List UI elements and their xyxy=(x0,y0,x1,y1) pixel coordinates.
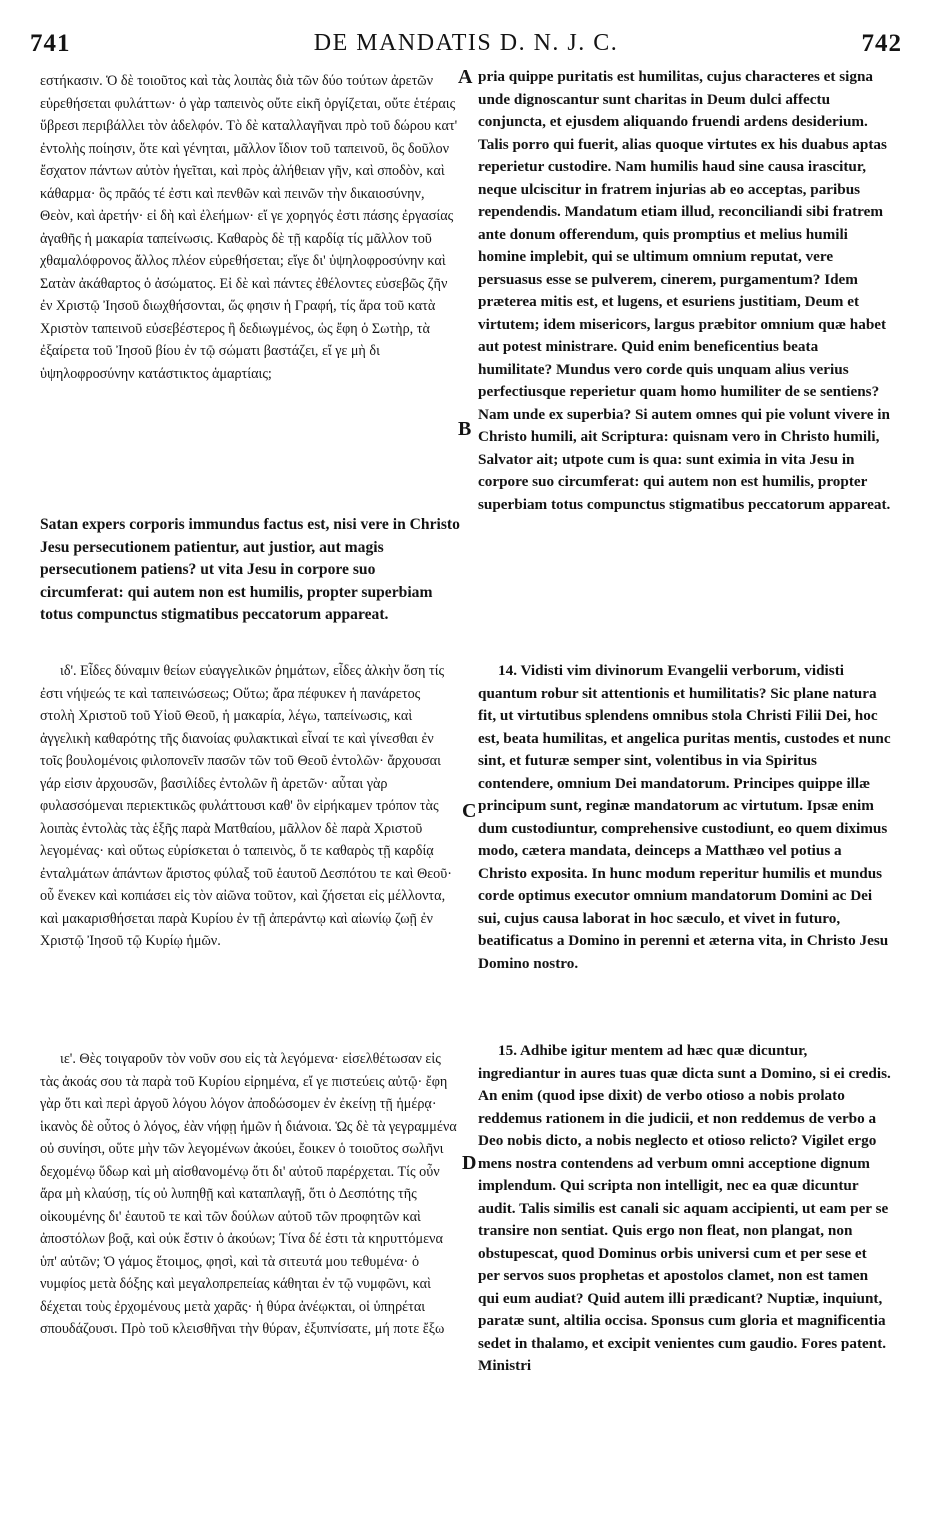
latin-column-section-13 xyxy=(478,66,892,636)
page-number-left: 741 xyxy=(30,30,71,57)
greek-paragraph-13: εστήκασιν. Ὁ δὲ τοιοῦτος καὶ τὰς λοιπὰς διὰ τῶν δύο τούτων ἀρετῶν εὑρεθήσεται φυλάττων· ὁ γὰρ ταπεινὸς οὔτε εἰκῆ ὀργίζεται, οὔτε ἑτέραις ὕβρεσι περιβάλλει τὸν ἀδελφόν. Τὸ δὲ καταλλαγῆναι πρὸ τοῦ δώρου κατ' ἐντολὴς ποίησιν, ὅτε καὶ γένηται, μᾶλλον ἴδιον τοῦ ταπεινοῦ, ὃς δοῦλον ἔσχατον πάντων αὐτὸν ἡγεῖται, καὶ πρὸς ἀλήθειαν γῆν, καὶ σποδὸν, καὶ κάθαρμα· ὃς πρᾶός τέ ἐστι καὶ πενθῶν καὶ πεινῶν τὴν δικαιοσύνην, Θεὸν, καὶ ἀρετήν· εἰ δὴ καὶ ἐλεήμων· εἴ γε χορηγός ἐστι πάσης ἐργασίας ἀγαθῆς ἡ μακαρία ταπείνωσις. Καθαρὸς δὲ τῇ καρδίᾳ τίς μᾶλλον τοῦ χθαμαλόφρονος ἄλλος πλέον εὑρεθήσεται; εἴγε δι' ὑψηλοφροσύνην καὶ Σατὰν ἀκάθαρτος ὁ ἀσώματος. Εἰ δὲ καὶ πάντες ἐθέλοντες εὐσεβῶς ζῆν ἐν Χριστῷ Ἰησοῦ διωχθήσονται, ὥς φησιν ἡ Γραφή, τίς ἄρα τοῦ κατὰ Χριστὸν ταπεινοῦ εὐσεβέστερος ἢ δεδιωγμένος, ὡς ἔφη ὁ Σωτὴρ, τὰ ἐξαίρετα τοῦ Ἰησοῦ βίου ἐν τῷ σώματι βαστάζει, εἴ γε μὴ δι ὑψηλοφροσύνην κατάστικτος ἁμαρτίαις; xyxy=(40,73,458,382)
greek-paragraph-14: ιδ'. Εἶδες δύναμιν θείων εὐαγγελικῶν ῥημάτων, εἶδες ἀλκὴν ὅση τίς ἐστι νήψεώς τε καὶ ταπεινώσεως; Οὕτω; ἄρα πέφυκεν ἡ πανάρετος στολὴ Χριστοῦ τοῦ Υἱοῦ Θεοῦ, ἡ μακαρία, λέγω, ταπείνωσις, καὶ ἀγγελικὴ καθαρότης τῆς διανοίας φυλακτικαὶ εἶναί τε καὶ γίνεσθαι ἐν τοῖς βουλομένοις φιλοπονεῖν πασῶν τῶν τοῦ Θεοῦ ἐντολῶν· ἄρχουσαι γάρ εἰσιν ἀρχουσῶν, βασιλίδες ἐντολῶν ἢ ἀρετῶν· αὗται γὰρ φυλασσόμεναι περιεκτικῶς φυλάττουσι καθ' ὃν εἰρήκαμεν τρόπον τὰς λοιπὰς ἐντολὰς τὰς ἑξῆς παρὰ Ματθαίου, μᾶλλον δὲ παρὰ Χριστοῦ λεγομένας· καὶ οὕτως εὑρίσκεται ὁ ταπεινὸς, ὅ τε καθαρὸς τῇ καρδίᾳ ἐνταλμάτων ἁπάντων ἄριστος φύλαξ τοῦ ἑαυτοῦ Δεσπότου τε καὶ Θεοῦ· οὗ ἕνεκεν καὶ κοπιάσει εἰς τὸν αἰῶνα τοῦτον, καὶ ζήσεται εἰς μέλλοντα, καὶ μακαρισθήσεται παρὰ Κυρίου ἐν τῇ ἀπεράντῳ καὶ αἰωνίῳ ζωῇ ἐν Χριστῷ Ἰησοῦ τῷ Κυρίῳ ἡμῶν. xyxy=(40,663,452,949)
latin-column-section-14 xyxy=(478,660,892,1038)
margin-letter-b: B xyxy=(458,418,472,440)
latin-paragraph-13: pria quippe puritatis est humilitas, cujus characteres et signa unde dignoscantur sunt charitas in Deum dulci affectu conjuncta, et ejusdem aliquando fruendi ardens desiderium. Talis porro qui fuerit, alias quoque virtutes ex his duabus aptas reperietur custodire. Nam humilis haud sine causa irascitur, neque ulciscitur in fratrem injurias ab eo acceptas, paribus rependendis. Mandatum etiam illud, reconciliandi sibi fratrem ante donum offerendum, quis promptius et melius humili homine implebit, qui se ultimum omnium reputat, vere persuasus esse se pulverem, cinerem, purgamentum? Idem præterea mitis est, et lugens, et esuriens justitiam, Deum et virtutem; idem misericors, largus præbitor omnium quæ habet aut potest ministrare. Quid enim beneficentius beata humilitate? Mundus vero corde quis unquam alius verius perfectiusque reperietur quam homo humiliter de se sentiens? Nam unde ex superbia? Si autem omnes qui pie volunt vivere in Christo humili, ait Scriptura: quisnam vero in Christo humili, Salvator ait; utpote cum is qua: sunt eximia in vita Jesu in corpore suo circumferat: qui autem non est humilis, propter superbiam totus compunctus stigmatibus peccatorum appareat. xyxy=(478,68,891,513)
running-header xyxy=(30,30,902,60)
margin-letter-a: A xyxy=(458,66,473,88)
latin-continuation-left xyxy=(40,514,462,634)
greek-paragraph-15: ιε'. Θὲς τοιγαροῦν τὸν νοῦν σου εἰς τὰ λεγόμενα· εἰσελθέτωσαν εἰς τὰς ἀκοάς σου τὰ παρὰ τοῦ Κυρίου εἰρημένα, εἴ γε πιστεύεις αὐτῷ· ἔφη γὰρ ὅτι καὶ περὶ ἀργοῦ λόγου λόγον ἀποδώσομεν ἐν ἐκείνῃ τῇ ἡμέρᾳ· ἱκανὸς δὲ οὗτος ὁ λόγος, ἐὰν νήφῃ ἡμῶν ἡ διάνοια. Ὡς δὲ τὰ γεγραμμένα οὐ συνίησι, οὕτε μὴν τῶν λεγομένων ἀκούει, ἔοικεν ὁ τοιοῦτος σωλῆνι δεχομένῳ ὕδωρ καὶ μὴ αἰσθανομένῳ ὅτι δι' αὐτοῦ παρέρχεται. Τίς οὖν ἄρα μὴ κλαύσῃ, τίς οὐ λυπηθῇ καὶ καταπλαγῇ, ὅτι ὁ Δεσπότης τῆς οἰκουμένης δι' ἑαυτοῦ τε καὶ τῶν δούλων αὐτοῦ τῶν προφητῶν καὶ ἀποστόλων βοᾷ, καὶ οὐκ ἔστιν ὁ ἀκούων; Τίνα δέ ἐστι τὰ κηρυττόμενα ὑπ' αὐτῶν; Ὁ γάμος ἕτοιμος, φησὶ, καὶ τὰ σιτευτά μου τεθυμένα· ὁ νυμφίος μετὰ δόξης καὶ μεγαλοπρεπείας κάθηται ἐν τῷ νυμφῶνι, καὶ δέχεται τοὺς ἐρχομένους μετὰ χαρᾶς· ἡ θύρα ἀνέῳκται, οἱ ὑπηρέται σπουδάζουσι. Πρὸ τοῦ κλεισθῆναι τὴν θύραν, ἐξυπνίσατε, μή ποτε ἔξω xyxy=(40,1051,457,1337)
margin-letter-d: D xyxy=(462,1152,477,1174)
latin-column-section-15 xyxy=(478,1040,892,1518)
greek-column-section-13 xyxy=(40,70,458,506)
latin-paragraph-14: 14. Vidisti vim divinorum Evangelii verborum, vidisti quantum robur sit attentionis et humilitatis? Sic plane natura fit, ut virtutibus splendens omnibus stola Christi Filii Dei, hoc est, beata humilitas, et angelica puritas mentis, custodes et nunc sint, et futuræ semper sint, volentibus in via Spiritus contendere, omnium Dei mandatorum. Principes quippe illæ principum sunt, reginæ mandatorum ac virtutum. Ipsæ enim dum custodiuntur, comprehensive custodiunt, eo quem diximus modo, cætera mandata, deinceps a Matthæo vel potius a Christo exposita. In hunc modum reperitur humilis et mundus corde optimus executor omnium mandatorum Domini ac Dei sui, cujus causa laborat in hoc sæculo, et vivet in futuro, beatificatus a Domino in perenni et æterna vita, in Christo Jesu Domino nostro. xyxy=(478,662,891,972)
margin-letter-c: C xyxy=(462,800,477,822)
latin-continuation-text: Satan expers corporis immundus factus est, nisi vere in Christo Jesu persecutionem patientur, aut justior, aut magis persecutionem patiens? ut vita Jesu in corpore suo circumferat: qui autem non est humilis, propter superbiam totus compunctus stigmatibus peccatorum appareat. xyxy=(40,516,460,623)
latin-paragraph-15: 15. Adhibe igitur mentem ad hæc quæ dicuntur, ingrediantur in aures tuas quæ dicta sunt a Domino, si ei credis. An enim (quod ipse dixit) de verbo otioso a nobis prolato reddemus rationem in die judicii, et non reddemus de verbo a Deo nobis dicto, a nobis neglecto et otioso relicto? Vigilet ergo mens nostra contendens ad verbum omni acceptione dignum implendum. Qui scripta non intelligit, nec ea quæ dicuntur audit. Talis similis est canali sic aquam accipienti, ut eam per se transire non sentiat. Quis ergo non fleat, non plangat, non obstupescat, quod Dominus orbis universi cum et per sese et per servos suos prophetas et apostolos clamet, non est tamen qui eum audiat? Quid autem illi prædicant? Nuptiæ, inquiunt, paratæ sunt, altilia occisa. Sponsus cum gloria et magnificentia sedet in thalamo, et excipit venientes cum gaudio. Fores patent. Ministri xyxy=(478,1042,891,1374)
running-title: DE MANDATIS D. N. J. C. xyxy=(313,30,619,56)
page-number-right: 742 xyxy=(861,30,902,57)
greek-column-section-15 xyxy=(40,1048,458,1518)
greek-column-section-14 xyxy=(40,660,458,1040)
